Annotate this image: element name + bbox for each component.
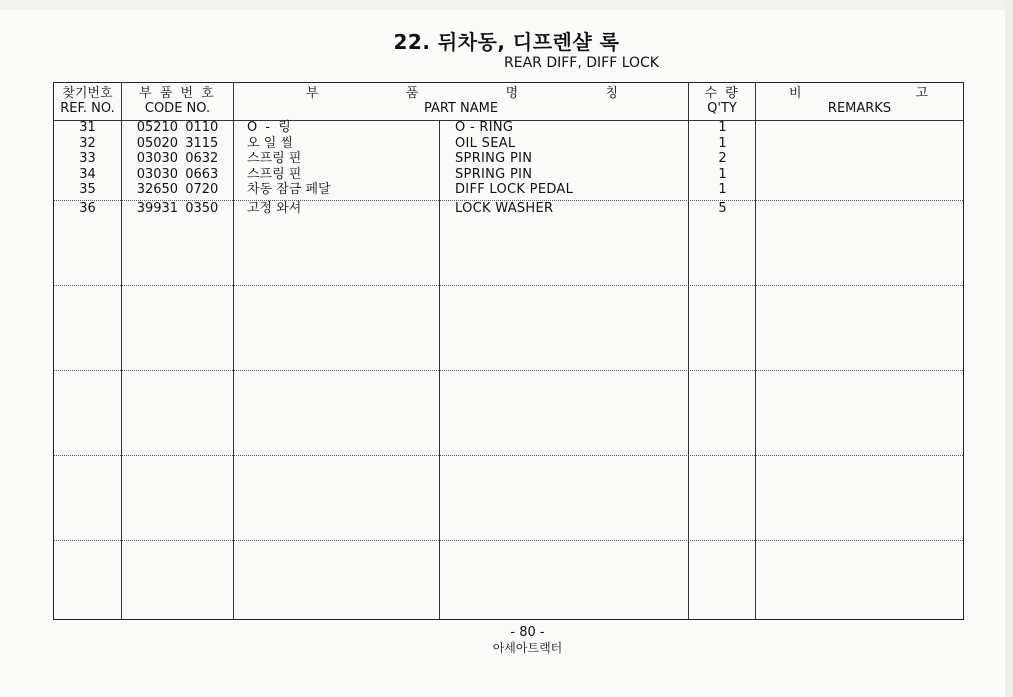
page-edge-top [0, 0, 1013, 10]
code-no: 03030 0663 [136, 166, 219, 182]
part-name-korean: 스프링 핀 [247, 166, 302, 182]
quantity: 1 [718, 120, 727, 135]
ref-no: 36 [79, 201, 96, 216]
part-name-english: O - RING [455, 120, 514, 135]
header-ref [54, 86, 121, 116]
page-number: - 80 - [510, 625, 545, 640]
part-name-korean: 스프링 핀 [247, 151, 302, 166]
part-name-korean: 오 일 씰 [247, 135, 293, 151]
ref-no: 34 [79, 166, 96, 182]
header-code-english: CODE NO. [144, 101, 211, 116]
part-name-english: SPRING PIN [455, 166, 533, 182]
part-name-korean: 고정 와셔 [247, 201, 302, 216]
table-row [54, 136, 963, 152]
header-part-name-ko-2: 품 [405, 86, 419, 101]
header-remarks-korean [756, 86, 963, 101]
company-name: 아세아트랙터 [492, 641, 563, 655]
part-name-english: DIFF LOCK PEDAL [455, 182, 574, 197]
header-remarks-ko-2: 고 [915, 86, 928, 101]
table-row [54, 120, 963, 136]
header-ref-english: REF. NO. [60, 101, 115, 116]
header-part-name-korean [234, 86, 688, 101]
ref-no: 35 [79, 182, 96, 197]
header-remarks-english: REMARKS [827, 101, 892, 116]
row-separator [54, 455, 963, 456]
code-no: 03030 0632 [136, 151, 219, 166]
header-part-name [234, 86, 688, 116]
ref-no: 32 [79, 135, 96, 151]
part-name-korean: 차동 잠금 페달 [247, 182, 331, 197]
header-code [122, 86, 233, 116]
table-row [54, 201, 963, 217]
row-separator [54, 540, 963, 541]
part-name-english: SPRING PIN [455, 151, 533, 166]
header-part-name-english: PART NAME [423, 101, 499, 116]
quantity: 5 [718, 201, 727, 216]
header-part-name-ko-4: 칭 [605, 86, 618, 101]
row-separator [54, 285, 963, 286]
table-row [54, 182, 963, 198]
page-title-english: REAR DIFF, DIFF LOCK [504, 55, 659, 71]
ref-no: 33 [79, 151, 96, 166]
header-remarks [756, 86, 963, 116]
quantity: 1 [718, 135, 727, 151]
part-name-korean: O - 링 [247, 120, 291, 135]
quantity: 2 [718, 151, 727, 166]
ref-no: 31 [79, 120, 96, 135]
header-qty-english: Q'TY [707, 101, 737, 116]
part-name-english: OIL SEAL [455, 135, 516, 151]
quantity: 1 [718, 182, 727, 197]
header-part-name-ko-3: 명 [505, 86, 519, 101]
header-remarks-ko-1: 비 [789, 86, 802, 101]
table-row [54, 151, 963, 167]
header-qty [689, 86, 755, 116]
table-row [54, 167, 963, 183]
code-no: 05210 0110 [136, 120, 219, 135]
page-title-korean: 22. 뒤차동, 디프렌샬 록 [393, 30, 620, 54]
quantity: 1 [718, 166, 727, 182]
part-name-english: LOCK WASHER [455, 201, 554, 216]
code-no: 05020 3115 [136, 135, 219, 151]
header-ref-korean: 찾기번호 [62, 86, 113, 101]
code-no: 32650 0720 [136, 182, 219, 197]
parts-table [53, 82, 964, 620]
page-edge-right [1005, 0, 1013, 697]
header-qty-korean: 수 량 [704, 86, 740, 101]
header-part-name-ko-1: 부 [306, 86, 319, 101]
code-no: 39931 0350 [136, 201, 219, 216]
header-code-korean: 부 품 번 호 [139, 86, 216, 101]
row-separator [54, 370, 963, 371]
